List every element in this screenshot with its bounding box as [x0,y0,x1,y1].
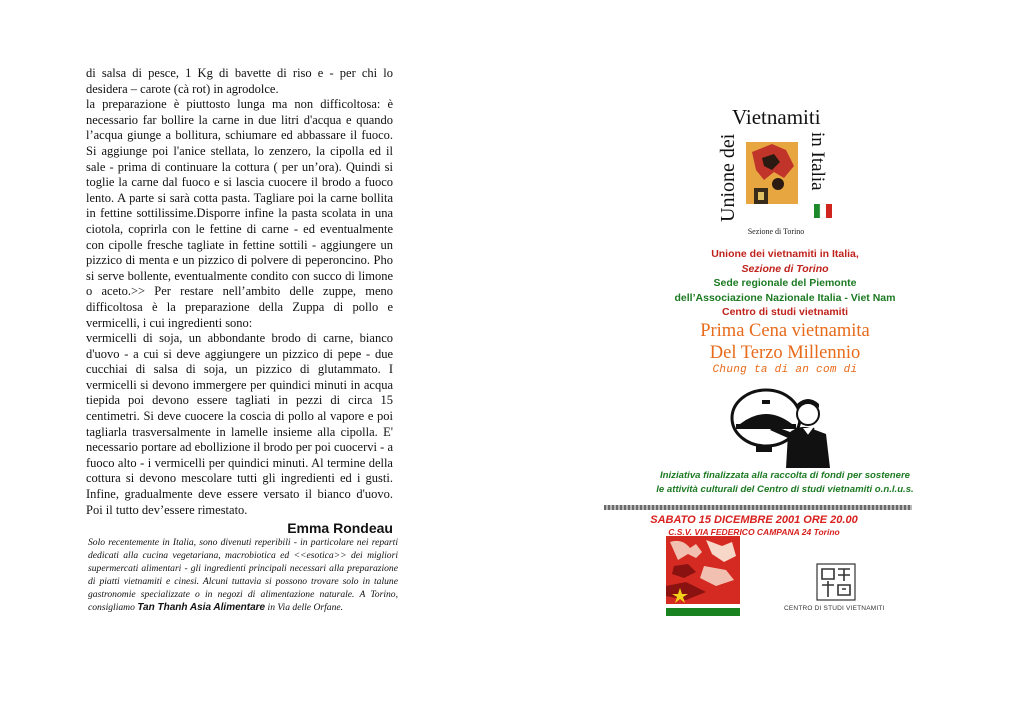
initiative-block [620,469,950,496]
note-text: Solo recentemente in Italia, sono divenuti reperibili - in particolare nei reparti dedicati alla cucina vegetariana, macrobiotica ed <<esotica>> dei migliori supermercati alimentari - gli ingredienti principali necessari alla preparazione di piatti vietnamiti e cinesi. Alcuni tuttavia si possono trovare solo in talune gastronomie specializzate o in negozi di alimentazione naturale. A Torino, consigliamo [88,537,398,614]
separator-rule [604,505,912,510]
logo-caption: Sezione di Torino [747,227,805,236]
paragraph-2: la preparazione è piuttosto lunga ma non difficoltosa: è necessario far bollire la carne in due litri d'acqua e quando l’acqua giunge a bollitura, schiumare ed abbassare il fuoco. Si aggiunge poi l'anice stellata, lo zenzero, la cipolla ed il sale - prima di continuare la cottura ( per un’ora). Quindi si toglie la carne dal fuoco e si lascia cuocere il brodo a fuoco lento. A parte si sarà cotta pasta. Tagliare poi la carne bollita in fettine sottilissime.Disporre infine la pasta scolata in una ciotola, coprirla con le fettine di carne - ed eventualmente con cipolle fresche tagliate in fettine sottili - aggiungere un pizzico di menta e un pizzico di polvere di peperoncino. Pho si serve bollente, eventualmente condito con succo di limone o aceto.>> Per restare nell’ambito delle zuppe, meno difficoltosa è la preparazione della Zuppa di pollo e vermicelli, i cui ingredienti sono: [86,97,393,330]
org-line-3: Sede regionale del Piemonte [713,277,857,289]
event-venue: C.S.V. VIA FEDERICO CAMPANA 24 Torino [668,526,840,537]
initiative-line-1: Iniziativa finalizzata alla raccolta di fondi per sostenere [659,470,911,481]
vietnam-banner-icon [666,536,740,622]
shopping-note [88,536,398,615]
paragraph-1: di salsa di pesce, 1 Kg di bavette di riso e - per chi lo desidera – carote (cà rot) in agrodolce. [86,66,393,96]
org-line-5: Centro di studi vietnamiti [721,306,848,318]
shop-name: Tan Thanh Asia Alimentare [137,602,266,614]
union-logo [714,100,842,240]
event-date: SABATO 15 DICEMBRE 2001 ORE 20.00 [650,514,858,526]
org-line-2: Sezione di Torino [741,262,829,275]
date-block [604,514,904,537]
study-center-caption: CENTRO DI STUDI VIETNAMITI [784,605,885,612]
org-line-1: Unione dei vietnamiti in Italia, [711,248,859,260]
event-subtitle: Chung ta di an com di [712,364,858,376]
logo-word-right: in Italia [807,132,828,191]
author-name: Emma Rondeau [287,520,393,537]
org-line-4: dell’Associazione Nazionale Italia - Viet Nam [674,291,896,304]
paragraph-3: vermicelli di soja, un abbondante brodo di carne, bianco d'uovo - a cui si deve aggiungere un pizzico di pepe - due cucchiai di salsa di soja, un pizzico di glutammato. I vermicelli si devono immergere per quindici minuti in acqua tiepida poi devono essere tagliati in pezzi di circa 15 centimetri. Si deve cuocere la coscia di pollo al vapore e poi tagliarla trasversalmente in lamelle insieme alla cipolla. E' necessario portare ad ebollizione il brodo per poi cuocervi - a fuoco alto - i vermicelli per quindici minuti. Al termine della cottura si devono mescolare tutti gli ingredienti ed i gusti. Infine, gradualmente deve essere versato il bianco d'uovo. Poi il tutto dev’essere rimestato. [86,331,393,517]
recipe-text [86,66,393,518]
logo-word-left: Unione dei [717,133,739,222]
logo-illustration-icon [746,142,798,204]
event-title-1: Prima Cena vietnamita [700,321,870,341]
waiter-illustration-icon [726,384,834,468]
note-end: in Via delle Orfane. [267,602,344,614]
event-title-2: Del Terzo Millennio [709,343,861,363]
initiative-line-2: le attività culturali del Centro di studi vietnamiti o.n.l.u.s. [656,483,914,495]
italian-flag-icon [814,204,832,218]
event-title-block [620,320,950,376]
study-center-logo-icon [816,563,856,601]
recipe-column [86,66,393,536]
organization-block [620,247,950,320]
logo-word-top: Vietnamiti [732,105,821,129]
